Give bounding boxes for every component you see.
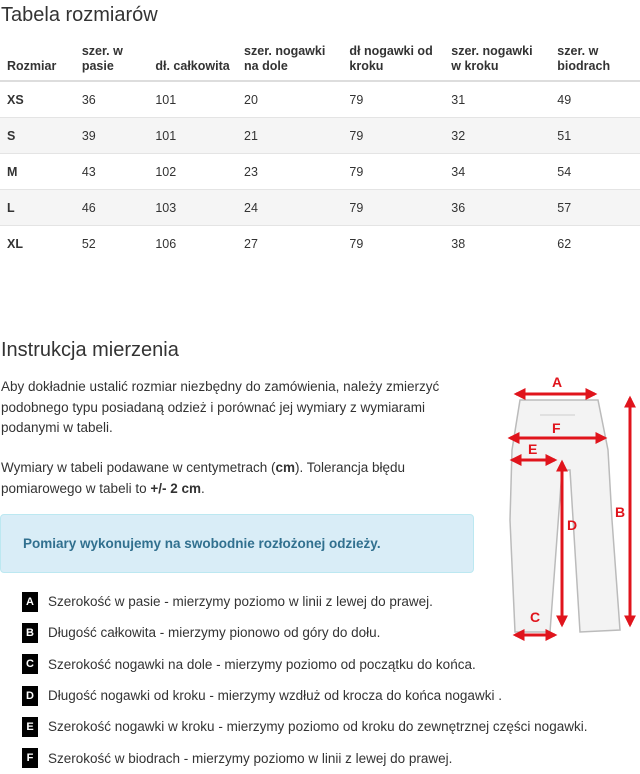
measurement-item xyxy=(22,711,587,742)
value-cell: 51 xyxy=(550,118,640,154)
value-cell: 57 xyxy=(550,190,640,226)
value-cell: 102 xyxy=(148,154,237,190)
table-row xyxy=(0,154,640,190)
column-header: szer. w pasie xyxy=(75,40,149,81)
instructions-title: Instrukcja mierzenia xyxy=(1,339,179,361)
column-header: dł. całkowita xyxy=(148,40,237,81)
unit: cm xyxy=(275,460,295,475)
value-cell: 101 xyxy=(148,118,237,154)
measurement-text: Szerokość nogawki w kroku - mierzymy poziomo od kroku do zewnętrznej części nogawki. xyxy=(48,719,588,735)
text: ). Tolerancja błędu pomiarowego w tabeli to xyxy=(1,460,406,496)
value-cell: 54 xyxy=(550,154,640,190)
letter-badge: D xyxy=(22,686,38,706)
measurement-item xyxy=(22,680,587,711)
column-header: szer. nogawki na dole xyxy=(237,40,342,81)
label-a: A xyxy=(552,374,563,390)
info-alert xyxy=(0,514,474,573)
size-table-title: Tabela rozmiarów xyxy=(1,4,158,26)
letter-badge: A xyxy=(22,592,38,612)
column-header: Rozmiar xyxy=(0,40,75,81)
table-row xyxy=(0,118,640,154)
value-cell: 24 xyxy=(237,190,342,226)
column-header: szer. nogawki w kroku xyxy=(444,40,550,81)
size-cell: M xyxy=(0,154,75,190)
label-f: F xyxy=(552,420,561,436)
value-cell: 34 xyxy=(444,154,550,190)
value-cell: 20 xyxy=(237,81,342,118)
tolerance: +/- 2 cm xyxy=(150,480,201,496)
value-cell: 52 xyxy=(75,226,149,262)
value-cell: 79 xyxy=(342,118,444,154)
letter-badge: B xyxy=(22,623,38,643)
letter-badge: E xyxy=(22,717,38,737)
value-cell: 21 xyxy=(237,118,342,154)
label-e: E xyxy=(528,441,538,457)
value-cell: 103 xyxy=(148,190,237,226)
value-cell: 79 xyxy=(342,190,444,226)
alert-text: Pomiary wykonujemy na swobodnie rozłożonej odzieży. xyxy=(23,536,381,551)
letter-badge: C xyxy=(22,654,38,674)
label-d: D xyxy=(567,517,578,533)
value-cell: 101 xyxy=(148,81,237,118)
value-cell: 39 xyxy=(75,118,149,154)
value-cell: 32 xyxy=(444,118,550,154)
table-row xyxy=(0,226,640,262)
size-cell: S xyxy=(0,118,75,154)
size-cell: XL xyxy=(0,226,75,262)
text: Wymiary w tabeli podawane w centymetrach ( xyxy=(1,460,276,475)
table-row xyxy=(0,81,640,118)
measurement-item xyxy=(22,649,587,680)
measurement-text: Szerokość nogawki na dole - mierzymy poziomo od początku do końca. xyxy=(48,656,476,672)
units-paragraph xyxy=(1,458,471,499)
size-table xyxy=(0,40,640,261)
value-cell: 79 xyxy=(342,226,444,262)
measurement-item xyxy=(22,742,587,773)
pants-diagram xyxy=(500,370,640,645)
measurement-text: Szerokość w pasie - mierzymy poziomo w linii z lewej do prawej. xyxy=(48,594,433,610)
value-cell: 43 xyxy=(75,154,149,190)
value-cell: 38 xyxy=(444,226,550,262)
value-cell: 46 xyxy=(75,190,149,226)
letter-badge: F xyxy=(22,748,38,768)
pants-outline xyxy=(510,400,620,632)
value-cell: 79 xyxy=(342,81,444,118)
value-cell: 31 xyxy=(444,81,550,118)
measurement-text: Długość całkowita - mierzymy pionowo od góry do dołu. xyxy=(48,625,381,641)
text: . xyxy=(201,480,205,496)
instructions-paragraph: Aby dokładnie ustalić rozmiar niezbędny do zamówienia, należy zmierzyć podobnego typu posiadaną odzież i porównać jej wymiary z wymiarami podanymi w tabeli. xyxy=(1,379,440,435)
value-cell: 49 xyxy=(550,81,640,118)
label-c: C xyxy=(530,609,541,625)
label-b: B xyxy=(615,504,626,520)
size-cell: XS xyxy=(0,81,75,118)
column-header: dł nogawki od kroku xyxy=(342,40,444,81)
table-row xyxy=(0,190,640,226)
value-cell: 79 xyxy=(342,154,444,190)
value-cell: 36 xyxy=(75,81,149,118)
column-header: szer. w biodrach xyxy=(550,40,640,81)
measurement-text: Długość nogawki od kroku - mierzymy wzdłuż od krocza do końca nogawki . xyxy=(48,688,502,704)
value-cell: 36 xyxy=(444,190,550,226)
size-cell: L xyxy=(0,190,75,226)
value-cell: 62 xyxy=(550,226,640,262)
value-cell: 106 xyxy=(148,226,237,262)
measurement-text: Szerokość w biodrach - mierzymy poziomo w linii z lewej do prawej. xyxy=(48,750,453,766)
value-cell: 23 xyxy=(237,154,342,190)
value-cell: 27 xyxy=(237,226,342,262)
